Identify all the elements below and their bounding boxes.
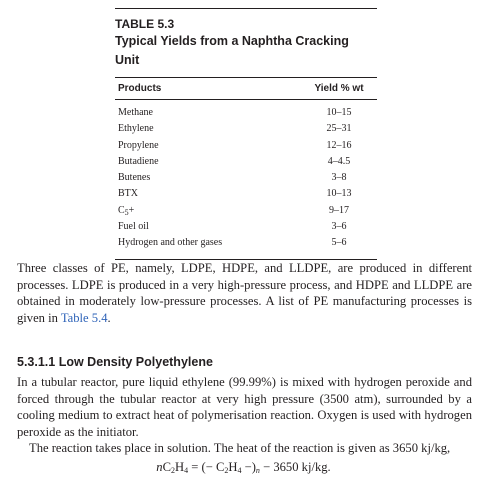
table-row xyxy=(115,235,377,251)
product-cell: Butenes xyxy=(118,172,151,184)
table-row xyxy=(115,203,377,219)
product-cell: Fuel oil xyxy=(118,221,149,233)
table-row xyxy=(115,186,377,202)
paragraph-end: . xyxy=(107,310,111,325)
yield-cell: 25–31 xyxy=(326,123,352,135)
column-header-products: Products xyxy=(118,83,162,94)
section-heading: 5.3.1.1 Low Density Polyethylene xyxy=(17,355,213,369)
table-row xyxy=(115,138,377,154)
table-5-4-link[interactable]: Table 5.4 xyxy=(60,310,108,325)
product-cell: $C_5+$ xyxy=(118,204,135,217)
product-cell: Butadiene xyxy=(118,155,159,167)
yield-cell: 3–6 xyxy=(331,221,347,233)
table-body xyxy=(115,100,377,252)
table-row xyxy=(115,170,377,186)
equation-tail: − 3650 kj/kg. xyxy=(259,460,331,474)
yield-cell: 12–16 xyxy=(326,139,352,151)
yield-cell: 10–15 xyxy=(326,107,352,118)
paragraph-tubular-reactor: In a tubular reactor, pure liquid ethylene (99.99%) is mixed with hydrogen peroxide and forced through the tubular reactor at very high pressure (3500 atm), surrounded by a cooling medium to extract heat of polymerisation reaction. Oxygen is used with hydrogen peroxide as the initiator. xyxy=(17,375,472,439)
yield-cell: 9–17 xyxy=(329,204,349,216)
yield-cell: 3–8 xyxy=(331,172,347,184)
column-header-yield: Yield % wt xyxy=(314,83,364,94)
yield-cell: 5–6 xyxy=(331,237,347,249)
product-cell: Hydrogen and other gases xyxy=(118,237,223,249)
table-label: TABLE 5.3 xyxy=(115,17,175,31)
paragraph-ldpe xyxy=(17,374,472,457)
table-row xyxy=(115,154,377,170)
reaction-equation: $nC_2H_4$ = (− $C_2H_4 -)_n - 3650$ kj/kg. xyxy=(156,460,331,475)
paragraph-pe-classes xyxy=(17,260,472,326)
table-row xyxy=(115,121,377,137)
table-top-rule xyxy=(115,8,377,9)
paragraph-text: Three classes of PE, namely, LDPE, HDPE, and LLDPE, are produced in different processes. LDPE is produced in a very high-pressure process, and HDPE and LLDPE are obtained in moderately low-pressure processes. A list of PE manufacturing processes is given in xyxy=(17,261,472,325)
yield-table xyxy=(115,8,377,260)
table-row xyxy=(115,219,377,235)
table-title: Typical Yields from a Naphtha Cracking Unit xyxy=(115,34,349,67)
table-header-row xyxy=(115,78,377,99)
yield-cell: 10–13 xyxy=(326,188,352,200)
product-cell: Ethylene xyxy=(118,123,154,135)
yield-cell: 4–4.5 xyxy=(327,155,351,167)
product-cell: Propylene xyxy=(118,139,159,151)
paragraph-reaction: The reaction takes place in solution. The heat of the reaction is given as 3650 kj/kg, xyxy=(29,441,451,456)
product-cell: Methane xyxy=(118,107,153,118)
table-row xyxy=(115,105,377,121)
product-cell: BTX xyxy=(118,188,138,200)
